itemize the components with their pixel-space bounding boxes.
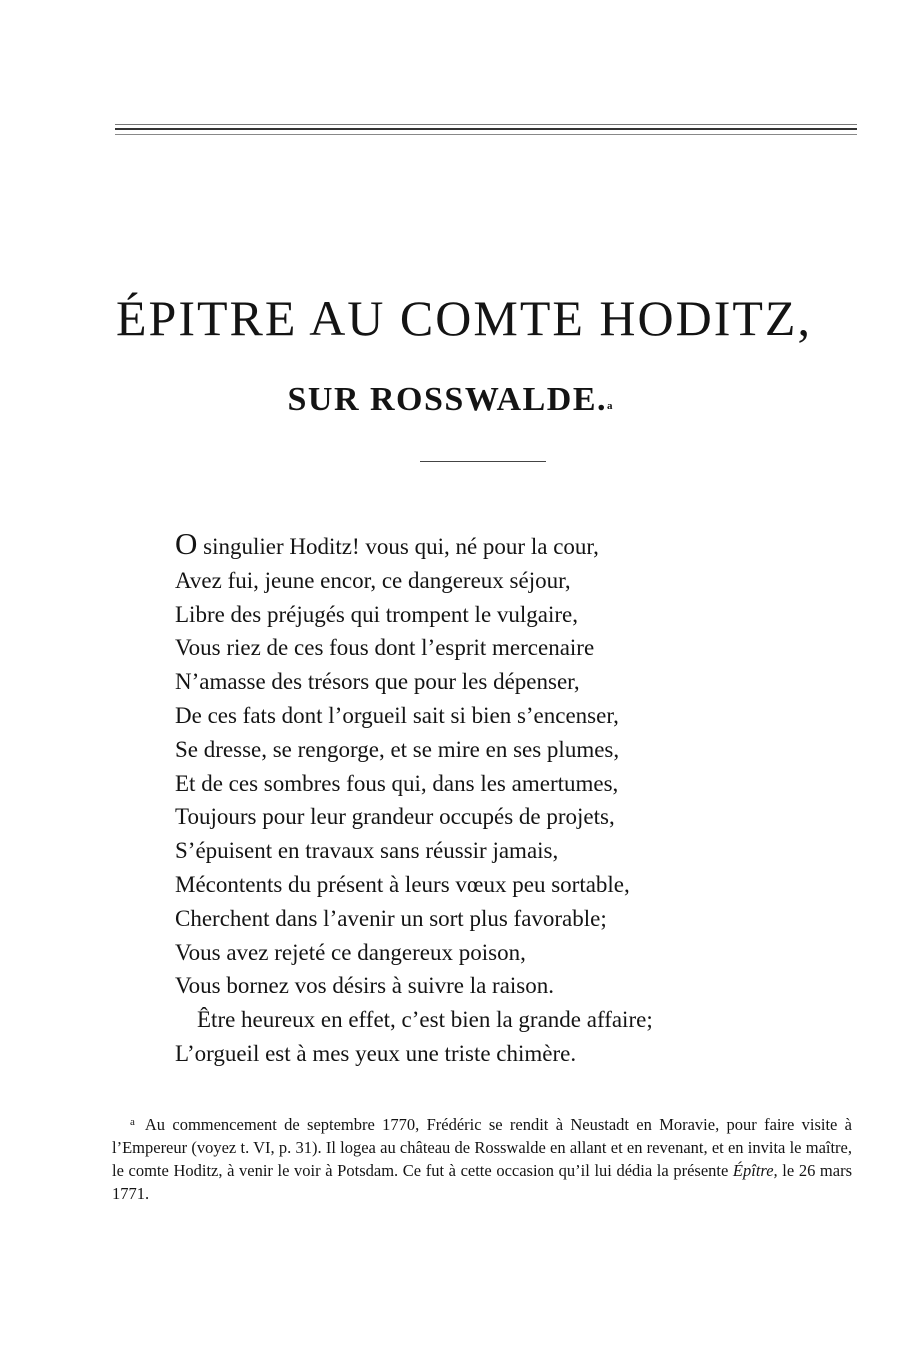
verse-line: Vous riez de ces fous dont l’esprit mercenaire <box>175 635 595 661</box>
verse-line: Mécontents du présent à leurs vœux peu sortable, <box>175 871 630 897</box>
footnote-text-end: le 26 mars 1771. <box>112 1161 853 1203</box>
verse-line: Avez fui, jeune encor, ce dangereux séjour, <box>175 567 571 593</box>
page-title: ÉPITRE AU COMTE HODITZ, <box>116 290 812 346</box>
header-rule-line-top <box>115 124 857 125</box>
verse-line: Et de ces sombres fous qui, dans les amertumes, <box>175 770 619 796</box>
verse-line: Libre des préjugés qui trompent le vulgaire, <box>175 601 579 627</box>
verse-line <box>175 526 795 564</box>
verse-line: N’amasse des trésors que pour les dépenser, <box>175 669 580 695</box>
verse-line: De ces fats dont l’orgueil sait si bien s’encenser, <box>175 702 619 728</box>
poem <box>175 526 795 1071</box>
verse-text: singulier Hoditz! vous qui, né pour la cour, <box>197 534 599 559</box>
verse-line: Vous bornez vos désirs à suivre la raison. <box>175 973 555 999</box>
subtitle-footnote-mark: a <box>607 400 613 412</box>
subtitle-text: SUR ROSSWALDE. <box>287 381 608 418</box>
footnote-mark: a <box>130 1116 135 1128</box>
verse-line: Vous avez rejeté ce dangereux poison, <box>175 939 526 965</box>
footnote-italic-title: Épître, <box>732 1161 778 1180</box>
title-divider <box>420 461 546 462</box>
page-subtitle <box>0 378 900 422</box>
verse-line: Se dresse, se rengorge, et se mire en ses plumes, <box>175 736 620 762</box>
verse-line: S’épuisent en travaux sans réussir jamais, <box>175 838 559 864</box>
verse-line: Cherchent dans l’avenir un sort plus favorable; <box>175 905 607 931</box>
header-rule <box>115 124 857 136</box>
header-rule-line-bottom <box>115 134 857 135</box>
dropcap-letter: O <box>175 526 198 561</box>
footnote <box>112 1113 852 1205</box>
verse-line-indented: Être heureux en effet, c’est bien la grande affaire; <box>197 1007 653 1033</box>
header-rule-line-middle <box>115 128 857 130</box>
verse-line: Toujours pour leur grandeur occupés de projets, <box>175 804 615 830</box>
footnote-text: Au commencement de septembre 1770, Frédéric se rendit à Neustadt en Moravie, pour faire visite à l’Empereur (voyez t. VI, p. 31). Il logea au château de Rosswalde en allant et en revenant, et en invita le maître, le comte Hoditz, à venir le voir à Potsdam. Ce fut à cette occasion qu’il lui dédia la présente <box>112 1115 852 1180</box>
verse-line: L’orgueil est à mes yeux une triste chimère. <box>175 1040 577 1066</box>
